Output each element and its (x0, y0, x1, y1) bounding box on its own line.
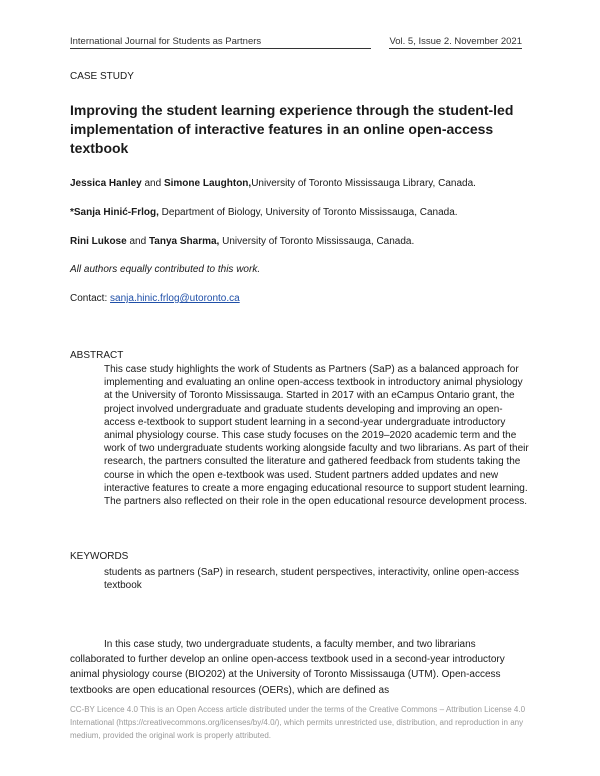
body-paragraph: In this case study, two undergraduate students, a faculty member, and two librarians collaborated to further develop an online open-access textbook used in a second-year introductory animal physiology course (BIO202) at the University of Toronto Mississauga (UTM). Open-access textbooks are open educational resources (OERs), which are defined as (70, 639, 505, 696)
author-name: Simone Laughton, (163, 178, 252, 189)
license-footer: CC-BY Licence 4.0 This is an Open Access article distributed under the terms of the Creative Commons – Attribution License 4.0 International (https://creativecommons.org/licenses/by/4.0/), which permits unrestricted use, distribution, and reproduction in any medium, provided the original work is properly attributed. (70, 705, 526, 740)
equal-contribution-note: All authors equally contributed to this work. (70, 264, 261, 275)
author-line-2 (70, 207, 458, 218)
article-type: CASE STUDY (70, 71, 134, 82)
contact-label: Contact: (70, 293, 111, 304)
author-affiliation: Department of Biology, University of Toronto Mississauga, Canada. (158, 207, 458, 218)
issue-info: Vol. 5, Issue 2. November 2021 (389, 36, 522, 47)
contact-email-link[interactable]: sanja.hinic.frlog@utoronto.ca (110, 293, 240, 304)
author-name: Rini Lukose (70, 236, 127, 247)
author-line-3 (70, 236, 414, 247)
contact-line (70, 293, 240, 304)
author-name: Tanya Sharma, (148, 236, 220, 247)
abstract-text: This case study highlights the work of Students as Partners (SaP) as a balanced approach for implementing and evaluating an online open-access textbook in introductory animal physiology at the University of Toronto Mississauga. Started in 2017 with an eCampus Ontario grant, the project involved undergraduate and graduate students developing and improving an open-access e-textbook to support student learning in a second-year undergraduate introductory animal physiology course. This case study focuses on the 2019–2020 academic term and the work of two undergraduate students working alongside faculty and two librarians. As part of their research, the partners consulted the literature and gathered feedback from students taking the course in which the open e-textbook was used. Student partners added updates and new interactive features to create a more engaging educational resource to support student learning. The partners also reflected on their role in the open educational resource development process. (104, 364, 529, 508)
author-joiner: and (126, 236, 149, 247)
keywords-heading: KEYWORDS (70, 551, 129, 562)
author-line-1 (70, 178, 476, 189)
author-joiner: and (141, 178, 164, 189)
author-affiliation: University of Toronto Mississauga Library, Canada. (251, 178, 476, 189)
running-header (70, 36, 522, 49)
article-title: Improving the student learning experience through the student-led implementation of interactive features in an online open-access textbook (70, 102, 514, 156)
keywords-text: students as partners (SaP) in research, student perspectives, interactivity, online open-access textbook (104, 567, 520, 591)
author-affiliation: University of Toronto Mississauga, Canada. (219, 236, 415, 247)
author-name: Jessica Hanley (70, 178, 142, 189)
journal-name: International Journal for Students as Partners (70, 36, 371, 49)
author-name: *Sanja Hinić-Frlog, (70, 207, 159, 218)
abstract-heading: ABSTRACT (70, 350, 124, 361)
